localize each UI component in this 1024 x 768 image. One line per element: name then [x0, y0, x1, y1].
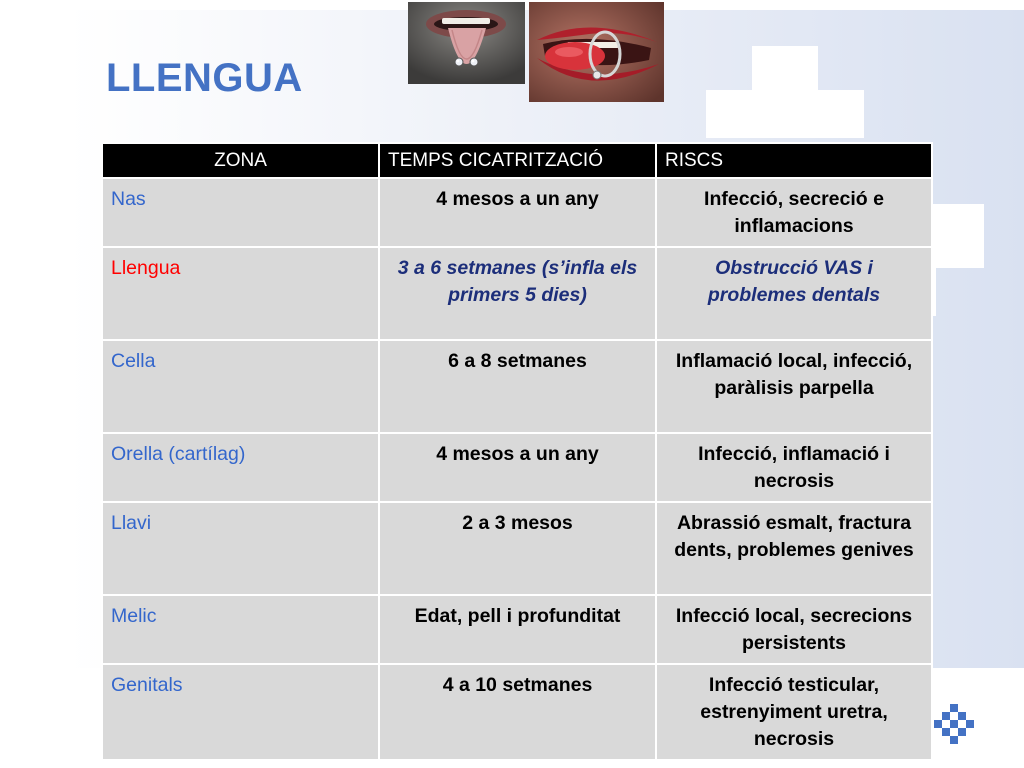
table-row — [102, 247, 932, 340]
table-row — [102, 664, 932, 760]
cross-pattern-icon — [933, 703, 975, 745]
zone-cell: Genitals — [102, 664, 379, 760]
background-block — [752, 46, 818, 94]
table-header-row — [102, 143, 932, 178]
risk-cell: Infecció, secreció e inflamacions — [656, 178, 932, 247]
zone-cell: Llengua — [102, 247, 379, 340]
table-row — [102, 595, 932, 664]
header-riscs: RISCS — [656, 143, 932, 178]
tongue-piercing-photo — [408, 2, 525, 84]
zone-cell: Cella — [102, 340, 379, 433]
header-zona: ZONA — [102, 143, 379, 178]
slide-title: LLENGUA — [106, 56, 303, 100]
table-row — [102, 340, 932, 433]
risk-cell: Obstrucció VAS i problemes dentals — [656, 247, 932, 340]
healing-time-cell: 4 mesos a un any — [379, 433, 656, 502]
table-row — [102, 502, 932, 595]
healing-time-cell: 6 a 8 setmanes — [379, 340, 656, 433]
risk-cell: Infecció testicular, estrenyiment uretra, necrosis — [656, 664, 932, 760]
healing-time-cell: 3 a 6 setmanes (s’infla els primers 5 dies) — [379, 247, 656, 340]
healing-time-cell: 4 a 10 setmanes — [379, 664, 656, 760]
table-row — [102, 178, 932, 247]
healing-time-cell: Edat, pell i profunditat — [379, 595, 656, 664]
zone-cell: Nas — [102, 178, 379, 247]
risk-cell: Inflamació local, infecció, paràlisis parpella — [656, 340, 932, 433]
risk-cell: Infecció local, secrecions persistents — [656, 595, 932, 664]
zone-cell: Llavi — [102, 502, 379, 595]
risk-cell: Infecció, inflamació i necrosis — [656, 433, 932, 502]
healing-time-cell: 2 a 3 mesos — [379, 502, 656, 595]
header-temps-cicatritzacio: TEMPS CICATRITZACIÓ — [379, 143, 656, 178]
background-block — [706, 90, 864, 138]
healing-time-cell: 4 mesos a un any — [379, 178, 656, 247]
table-row — [102, 433, 932, 502]
risk-cell: Abrassió esmalt, fractura dents, problemes genives — [656, 502, 932, 595]
zone-cell: Melic — [102, 595, 379, 664]
zone-cell: Orella (cartílag) — [102, 433, 379, 502]
piercing-healing-table — [101, 142, 933, 761]
tongue-ring-photo — [529, 2, 664, 102]
